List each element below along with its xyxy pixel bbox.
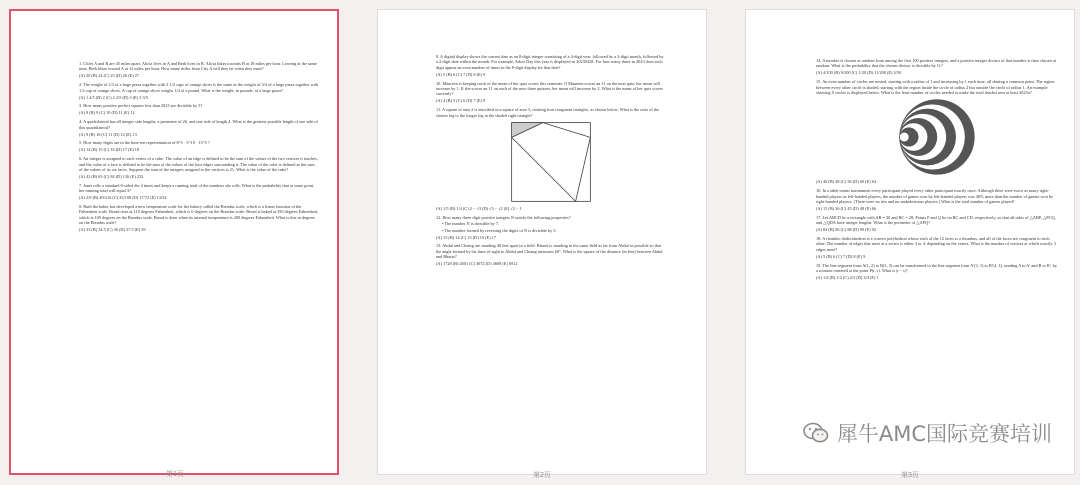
answer-options: (A) 1/5 (B) 1/4 (C) 2 − √3 (D) √3 − √2 (E) √2 − 1: [436, 206, 522, 212]
answer-options: (A) 4/100 (B) 9/200 (C) 1/20 (D) 11/200 (E) 3/50: [816, 70, 902, 76]
watermark-text: 犀牛AMC国际竞赛培训: [836, 422, 1052, 446]
question: [436, 81, 666, 104]
answer-options: (A) 46 (B) 48 (C) 56 (D) 60 (E) 64: [816, 179, 877, 185]
question: [816, 79, 1058, 185]
question-stem: 6. An integer is assigned to each vertex of a cube. The value of an edge is defined to be the sum of the values of the two vertices it touches, and the value of a face is defined to be the sum of the values of the four edges surrounding it. The value of the cube is defined as the sum of the values of its six faces. Suppose the sum of the integers assigned to the vertices is 21. What is the value of the cube?: [79, 156, 318, 173]
question: [436, 215, 666, 240]
answer-options: (A) 42 (B) 63 (C) 84 (D) 126 (E) 252: [79, 174, 144, 180]
question: [79, 183, 319, 201]
page-label: 第3页: [901, 472, 919, 479]
question: [79, 204, 319, 233]
page-thumbnail-1[interactable]: [9, 9, 339, 478]
question-stem: 3. How many positive perfect squares less than 2023 are divisible by 5?: [79, 103, 203, 109]
page-label: 第2页: [533, 472, 551, 479]
question-stem: 12. How many three-digit positive integers N satisfy the following properties?: [436, 214, 571, 220]
question-stem: 2. The weight of 1/3 of a large pizza together with 3 1/2 cups of orange slices is the same as the weight of 3/4 of a large pizza together with 1/2 cup of orange slices. A cup of orange slices weighs 1/4 of a pound. What is the weight, in pounds, of a large pizza?: [79, 82, 319, 93]
question: [816, 263, 1058, 281]
question: [436, 54, 666, 77]
question-stem: 17. Let ABCD be a rectangle with AB = 30 and BC = 28. Points P and Q lie on BC and CD, respectively, so that all sides of △ABP, △PCQ, and △QDA have integer lengths. What is the perimeter of △APQ?: [816, 214, 1056, 226]
answer-options: (A) 8 (B) 9 (C) 10 (D) 11 (E) 12: [79, 110, 135, 116]
answer-options: (A) 13 (B) 14 (C) 15 (D) 16 (E) 17: [436, 234, 497, 240]
answer-options: (A) 1728 (B) 2601 (C) 3072 (D) 4608 (E) 6912: [436, 261, 518, 267]
question-stem: 19. The line segment from A(1, 2) to B(3, 3) can be transformed to the line segment from A'(3, 1) to B'(4, 3), sending A to A' and B to B', by a rotation centered at the point P(r, s). What is |r − s|?: [816, 262, 1057, 274]
page-label: 第1页: [166, 471, 184, 478]
answer-options: (A) 2/9 (B) 49/216 (C) 25/108 (D) 17/72 (E) 13/54: [79, 195, 167, 201]
answer-options: (A) 20 (B) 24 (C) 25 (D) 26 (E) 27: [79, 73, 140, 79]
page-content: [79, 61, 319, 236]
question-stem: 16. In a table tennis tournament every participant played every other participant exactly once. Although there were twice as many right-handed players as left-handed players, the number of games won by left-handed players was 40% more than the number of games won by right-handed players. (There were no ties and no ambidextrous players.) What is the total number of games played?: [816, 188, 1054, 205]
question-stem: 14. A number is chosen at random from among the first 100 positive integers, and a positive integer divisor of that number is then chosen at random. What is the probability that the chosen divisor is divisible by 11?: [816, 58, 1056, 69]
wechat-icon: [803, 422, 829, 444]
page-thumbnail-2[interactable]: [377, 9, 707, 479]
question: [79, 119, 319, 137]
question: [816, 188, 1058, 211]
inscribed-squares-figure: [510, 121, 592, 203]
question: [436, 107, 666, 211]
question: [79, 61, 319, 79]
question: [816, 215, 1058, 233]
question-stem: 4. A quadrilateral has all integer side lengths, a perimeter of 26, and one side of length 4. What is the greatest possible length of one side of this quadrilateral?: [79, 119, 318, 130]
question-bullet: • The number formed by reversing the digits of N is divisible by 5.: [442, 227, 557, 233]
answer-options: (A) 33 (B) 34.5 (C) 36 (D) 37.5 (E) 39: [79, 227, 146, 233]
answer-options: (A) 9 (B) 10 (C) 11 (D) 12 (E) 13: [79, 131, 137, 137]
nested-circles-figure: [898, 98, 976, 176]
answer-options: (A) 5 (B) 6 (C) 7 (D) 8 (E) 9: [436, 71, 486, 77]
question-stem: 13. Abdul and Chiang are standing 48 feet apart in a field. Bharat is standing in the same field as far from Abdul as possible so that the angle formed by his lines of sight to Abdul and Chiang measures 60°. What is the square of the distance (in feet) between Abdul and Bharat?: [436, 243, 663, 260]
question-stem: 1. Cities A and B are 45 miles apart. Alicia lives in A and Beth lives in B. Alicia bikes towards B at 18 miles per hour. Leaving at the same time, Beth bikes toward A at 12 miles per hour. How many miles from City A will they be when they meet?: [79, 61, 317, 72]
question: [79, 140, 319, 152]
page-content: [436, 54, 666, 270]
answer-options: (A) 5 (B) 6 (C) 7 (D) 8 (E) 9: [816, 253, 866, 259]
question: [79, 82, 319, 100]
question-stem: 11. A square of area 2 is inscribed in a square of area 3, creating four congruent triangles, as shown below. What is the ratio of the shorter leg to the longer leg in the shaded right triangle?: [436, 107, 660, 118]
answer-options: (A) 4 (B) 5 (C) 6 (D) 7 (E) 8: [436, 98, 486, 104]
page-thumbnail-3[interactable]: [745, 9, 1075, 479]
question-stem: 7. Janet rolls a standard 6-sided die 4 times and keeps a running total of the numbers she rolls. What is the probability that at some point, her running total will equal 3?: [79, 182, 315, 194]
question: [816, 236, 1058, 259]
answer-options: (A) 14 (B) 15 (C) 16 (D) 17 (E) 18: [79, 147, 140, 153]
page-content: [816, 58, 1058, 284]
question-stem: 8. Barb the baker has developed a new temperature scale for her bakery called the Breadus scale, which is a linear function of the Fahrenheit scale. Bread rises at 110 degrees Fahrenheit, which is 0 degrees on the Breadus scale. Bread is baked at 350 degrees Fahrenheit, which is 100 degrees on the Breadus scale. Bread is done when its internal temperature is 200 degrees Fahrenheit. What is this in degrees on the Breadus scale?: [79, 204, 319, 226]
question-stem: 5. How many digits are in the base-ten representation of 8^5 · 5^10 · 15^5 ?: [79, 140, 210, 146]
question-stem: 9. A digital display shows the current date as an 8-digit integer consisting of a 4-digit year, followed by a 2-digit month, followed by a 2-digit date within the month. For example, Arbor Day this year is displayed as 20230428. For how many dates in 2023 does each digit appear an even number of times in the 8-digit display for that date?: [436, 54, 664, 70]
question-stem: 18. A rhombic dodecahedron is a convex polyhedron whose each of the 12 faces is a rhombus, and all of the faces are congruent to each other. The number of edges that meet at a vertex is either 3 or 4, depending on the vertex. What is the number of vertices at which exactly 3 edges meet?: [816, 236, 1056, 252]
answer-options: (A) 84 (B) 86 (C) 88 (D) 90 (E) 92: [816, 227, 877, 233]
watermark: [803, 418, 1052, 448]
question-stem: 10. Maureen is keeping track of the mean of her quiz scores this semester. If Maureen scores an 11 on the next quiz, her mean will increase by 1. If she scores an 11 on each of the next three quizzes, her mean will increase by 2. What is the mean of her quiz scores currently?: [436, 80, 664, 97]
answer-options: (A) 1 4/5 (B) 2 (C) 2 2/5 (D) 3 (E) 3 3/5: [79, 94, 148, 100]
question: [816, 58, 1058, 76]
question: [79, 156, 319, 179]
question: [79, 103, 319, 115]
question-bullet: • The number N is divisible by 7.: [442, 221, 500, 227]
answer-options: (A) 15 (B) 36 (C) 45 (D) 48 (E) 66: [816, 206, 877, 212]
answer-options: (A) 1/4 (B) 1/2 (C) 2/3 (D) 3/4 (E) 1: [816, 275, 879, 281]
question: [436, 243, 666, 266]
question-stem: 15. An even number of circles are nested, starting with a radius of 1 and increasing by 1 each time, all sharing a common point. The region between every other circle is shaded, starting with the region inside the circle of radius 2 but outside the circle of radius 1. An example showing 8 circles is displayed below. What is the least number of circles needed to make the total shaded area at least 2023π?: [816, 79, 1055, 96]
